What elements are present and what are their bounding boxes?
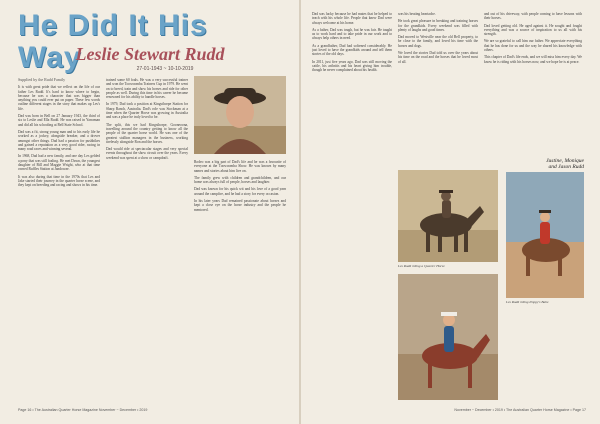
article-column-2: [106, 78, 188, 404]
page-gutter: [299, 0, 301, 424]
paragraph: This chapter of Dad's life ends, and we will miss him every day. We know he is riding with his horses now, and we hope he is at peace.: [484, 55, 582, 64]
paragraph: was his beating heartache.: [398, 12, 436, 16]
paragraph: He took great pleasure in breaking and training horses for the grandkids. Every weekend was filled with plenty of laughs and good times.: [398, 19, 478, 32]
horse-rider-photo: [398, 170, 498, 262]
signature: [534, 158, 584, 170]
paragraph: It was also during that time in the 1970s that Les and Jake started their journey in the quarter horse scene, and they kept on breeding and racing and shows in his time.: [18, 174, 100, 188]
paragraph: Dad was a fit, strong young man and to his early life he worked as a jockey, alongside breaker, and a drover amongst other things. Dad had a passion for pushbikes and gained a reputation as a very good rider, racing in many road races and winning several.: [18, 129, 100, 152]
paragraph: trained some 60 foals. He was a very successful trainer and won the Toowoomba Trainers Cup in 1979. He went on to breed, train and show his horses and ride for other people as well. During this time in his career he became renowned for his ability to handle horses.: [106, 78, 188, 100]
rodeo-photo: [506, 172, 584, 298]
show-horse-photo: [398, 274, 498, 400]
paragraph: We are so grateful to call him our father. We appreciate everything that he has done for us and the way he shared his knowledge with others.: [484, 39, 582, 53]
article-column-1: [18, 78, 100, 404]
signature-line-1: Justine, Monique: [546, 158, 584, 164]
paragraph: The split, this we had Kingsthorpe, Gooneoona, travelling around the country getting to know all the people of the quarter horse world. He was one of the greatest stallion managers in the business, working tirelessly alongside Ron and the horses.: [106, 122, 188, 144]
article-column-4: [312, 12, 392, 404]
signature-line-2: and Jason Rudd: [548, 164, 584, 170]
footer-left: Page 16 • The Australian Quarter Horse Magazine November ~ December • 2019: [18, 408, 148, 412]
paragraph: In 1979, Dad took a position at Kingsthorpe Station for Sharp Ranch, Australia. Dad's role was Stockman at a time when the Quarter Horse was growing in Australia and was a place he truly loved to be.: [106, 102, 188, 120]
paragraph: As a father, Dad was tough, but he was fair. He taught us to work hard and to take pride in our work and to always help others in need.: [312, 27, 392, 41]
paragraph: As a grandfather, Dad had softened considerably. He just loved to have the grandkids around and tell them stories of the old days.: [312, 43, 392, 57]
byline: Supplied by the Rudd Family: [18, 78, 66, 82]
paragraph: It is with great pride that we reflect on the life of our father Les Rudd. It's hard to know where to begin, because he was a character that was bigger than anything you could ever put on paper. These few words outline different stages in the story that makes up Les's life.: [18, 85, 100, 111]
portrait-photo: [194, 76, 286, 154]
photo-caption-1: Les Rudd riding a Quarter Horse: [398, 264, 445, 268]
paragraph: Dad was lucky because he had mates that he helped to teach with his whole life. People that knew Dad were always welcome at his home.: [312, 12, 392, 25]
paragraph: In 1968, Dad had a new family, and one day Les gelded a pony that was still foaling. He met Dawn, the youngest daughter of Bill and Maggie Wright, who at that time owned Ruffles Station at Jandowae.: [18, 154, 100, 172]
paragraph: Dad was known for his quick wit and his love of a good yarn around the campfire, and he had a story for every occasion.: [194, 187, 286, 196]
article-subtitle: Leslie Stewart Rudd: [75, 44, 225, 64]
paragraph: In 2011, just five years ago, Dad was still moving the cattle, his arthritis and his heart giving him trouble, though he never complained about his health.: [312, 59, 392, 73]
paragraph: Dad would ride at spectacular stages and very special events throughout the show circuit over the years. Every weekend was spent at a show or campdraft.: [106, 147, 188, 160]
paragraph: We loved the stories Dad told us over the years about his time on the road and the horses that he loved most of all.: [398, 51, 478, 64]
paragraph: Dad was born in Bell on 27 January 1943, the third of six to Leslie and Ella Rudd. He was raised in Yarraman and did all his schooling at Bell State School.: [18, 114, 100, 127]
article-column-6: [484, 12, 582, 162]
paragraph: Dad loved getting old. He aged against it. He sought and fought everything and was a source of inspiration to us all with his strength.: [484, 23, 582, 37]
paragraph: The family grew with children and grandchildren, and our home was always full of people, horses and laughter.: [194, 175, 286, 185]
paragraph: and out of his driveway, with people coming to have lessons with their horses.: [484, 12, 582, 21]
photo-caption-2: Les Rudd riding Poppy's Babe: [506, 300, 549, 304]
paragraph: In his later years Dad remained passionate about horses and kept a close eye on the horse industry and the people he mentored.: [194, 199, 286, 212]
paragraph: Dad moved to Westville near the old Bell property, to be close to the family, and loved his time with the horses and dogs.: [398, 35, 478, 48]
footer-right: November ~ December • 2019 • The Australian Quarter Horse Magazine • Page 17: [454, 408, 586, 412]
article-title: He Did It His Way: [18, 9, 208, 74]
article-column-3: [194, 160, 286, 404]
life-dates: 27-01-1943 ~ 10-10-2019: [136, 66, 194, 72]
article-column-5: [398, 12, 478, 162]
paragraph: Rodeo was a big part of Dad's life and he was a favourite of everyone at the Toowoomba Show. He was known by many names and stories about him live on.: [194, 160, 286, 173]
